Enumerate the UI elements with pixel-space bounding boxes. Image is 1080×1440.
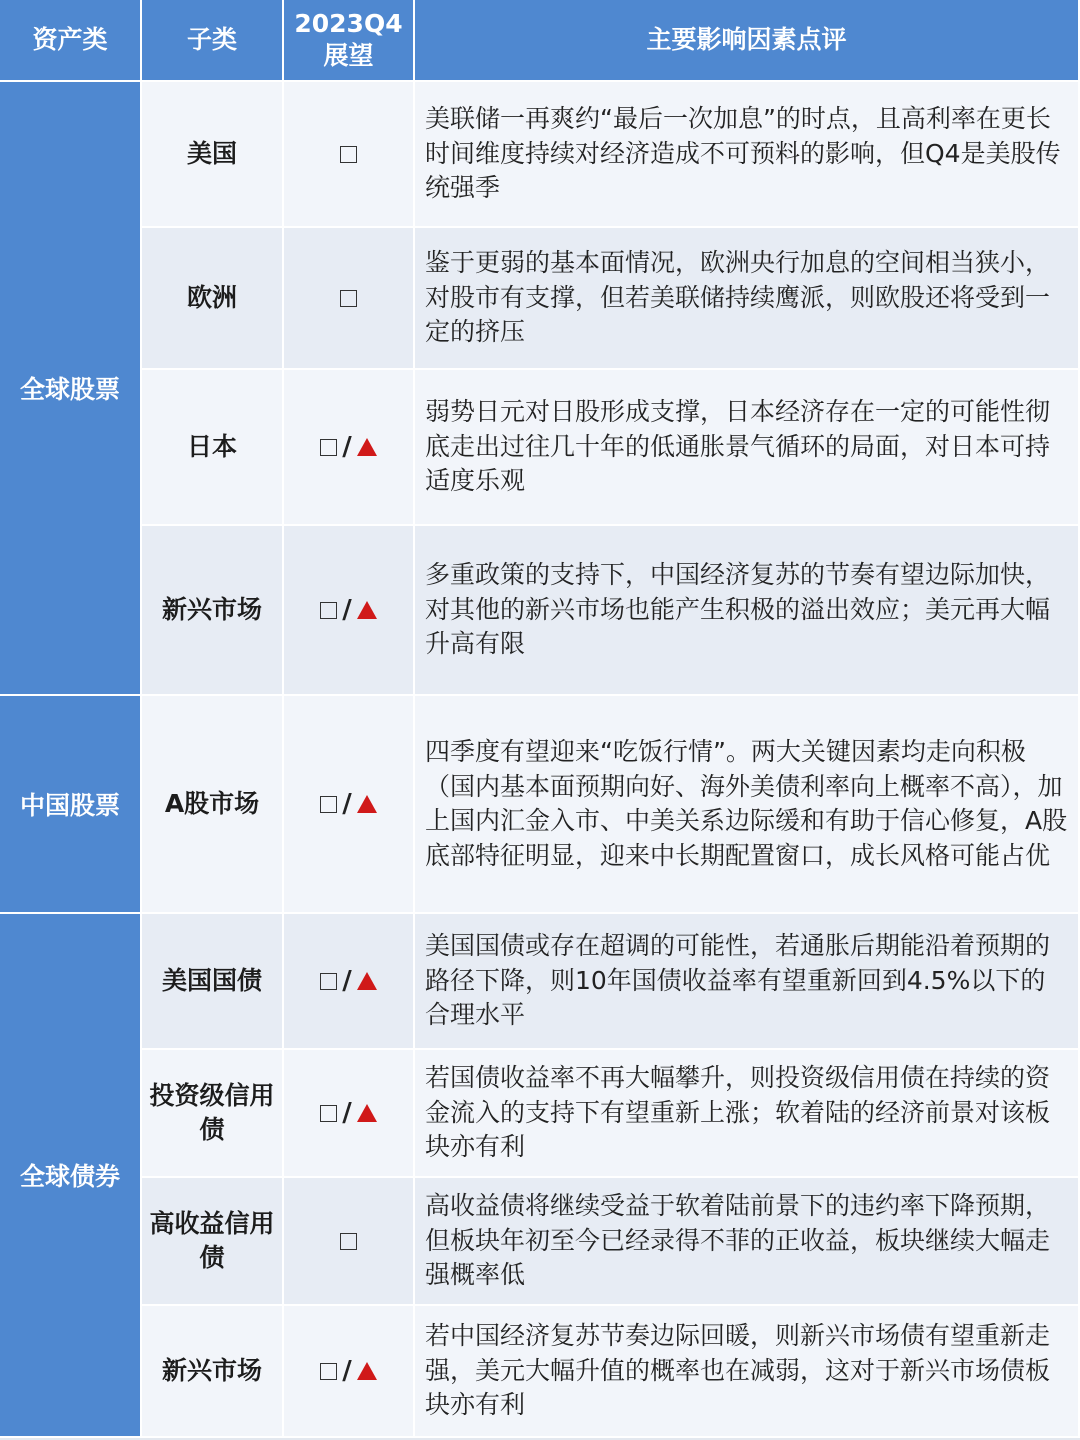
subclass-hy-credit: 高收益信用债 [142, 1178, 284, 1306]
neutral-box-icon [340, 146, 357, 163]
outlook-ig-credit [284, 1050, 415, 1178]
comment-europe: 鉴于更弱的基本面情况，欧洲央行加息的空间相当狭小，对股市有支撑，但若美联储持续鹰派，则欧股还将受到一定的挤压 [415, 228, 1080, 370]
comment-japan: 弱势日元对日股形成支撑，日本经济存在一定的可能性彻底走出过往几十年的低通胀景气循环的局面，对日本可持适度乐观 [415, 370, 1080, 526]
subclass-em-equity: 新兴市场 [142, 526, 284, 696]
header-comment: 主要影响因素点评 [415, 0, 1080, 82]
header-outlook-label: 展望 [323, 41, 374, 70]
separator-slash: / [342, 789, 352, 819]
comment-ig-credit: 若国债收益率不再大幅攀升，则投资级信用债在持续的资金流入的支持下有望重新上涨；软着陆的经济前景对该板块亦有利 [415, 1050, 1080, 1178]
subclass-us: 美国 [142, 82, 284, 228]
neutral-box-icon [320, 973, 337, 990]
outlook-japan [284, 370, 415, 526]
neutral-box-icon [320, 439, 337, 456]
up-triangle-icon [357, 795, 377, 813]
group-global-equity: 全球股票 [0, 82, 142, 696]
subclass-em-bonds: 新兴市场 [142, 1306, 284, 1438]
comment-em-equity: 多重政策的支持下，中国经济复苏的节奏有望边际加快，对其他的新兴市场也能产生积极的溢出效应；美元再大幅升高有限 [415, 526, 1080, 696]
subclass-europe: 欧洲 [142, 228, 284, 370]
outlook-hy-credit [284, 1178, 415, 1306]
separator-slash: / [342, 432, 352, 462]
outlook-europe [284, 228, 415, 370]
comment-us: 美联储一再爽约“最后一次加息”的时点，且高利率在更长时间维度持续对经济造成不可预料的影响，但Q4是美股传统强季 [415, 82, 1080, 228]
group-global-bonds: 全球债券 [0, 914, 142, 1438]
outlook-us [284, 82, 415, 228]
neutral-box-icon [320, 602, 337, 619]
outlook-us-treasury [284, 914, 415, 1050]
outlook-em-equity [284, 526, 415, 696]
comment-a-share: 四季度有望迎来“吃饭行情”。两大关键因素均走向积极（国内基本面预期向好、海外美债利率向上概率不高），加上国内汇金入市、中美关系边际缓和有助于信心修复，A股底部特征明显，迎来中长期配置窗口，成长风格可能占优 [415, 696, 1080, 914]
outlook-a-share [284, 696, 415, 914]
separator-slash: / [342, 966, 352, 996]
up-triangle-icon [357, 601, 377, 619]
neutral-box-icon [320, 1363, 337, 1380]
comment-us-treasury: 美国国债或存在超调的可能性，若通胀后期能沿着预期的路径下降，则10年国债收益率有望重新回到4.5%以下的合理水平 [415, 914, 1080, 1050]
header-asset-class: 资产类 [0, 0, 142, 82]
subclass-a-share: A股市场 [142, 696, 284, 914]
neutral-box-icon [320, 1105, 337, 1122]
group-china-equity: 中国股票 [0, 696, 142, 914]
header-outlook [284, 0, 415, 82]
up-triangle-icon [357, 1362, 377, 1380]
comment-em-bonds: 若中国经济复苏节奏边际回暖，则新兴市场债有望重新走强，美元大幅升值的概率也在减弱，这对于新兴市场债板块亦有利 [415, 1306, 1080, 1438]
up-triangle-icon [357, 972, 377, 990]
header-subclass: 子类 [142, 0, 284, 82]
up-triangle-icon [357, 438, 377, 456]
neutral-box-icon [340, 290, 357, 307]
separator-slash: / [342, 1356, 352, 1386]
up-triangle-icon [357, 1104, 377, 1122]
header-outlook-period: 2023Q4 [294, 9, 403, 38]
comment-hy-credit: 高收益债将继续受益于软着陆前景下的违约率下降预期，但板块年初至今已经录得不菲的正收益，板块继续大幅走强概率低 [415, 1178, 1080, 1306]
subclass-ig-credit: 投资级信用债 [142, 1050, 284, 1178]
neutral-box-icon [320, 796, 337, 813]
subclass-japan: 日本 [142, 370, 284, 526]
separator-slash: / [342, 1098, 352, 1128]
separator-slash: / [342, 595, 352, 625]
subclass-us-treasury: 美国国债 [142, 914, 284, 1050]
neutral-box-icon [340, 1233, 357, 1250]
outlook-em-bonds [284, 1306, 415, 1438]
